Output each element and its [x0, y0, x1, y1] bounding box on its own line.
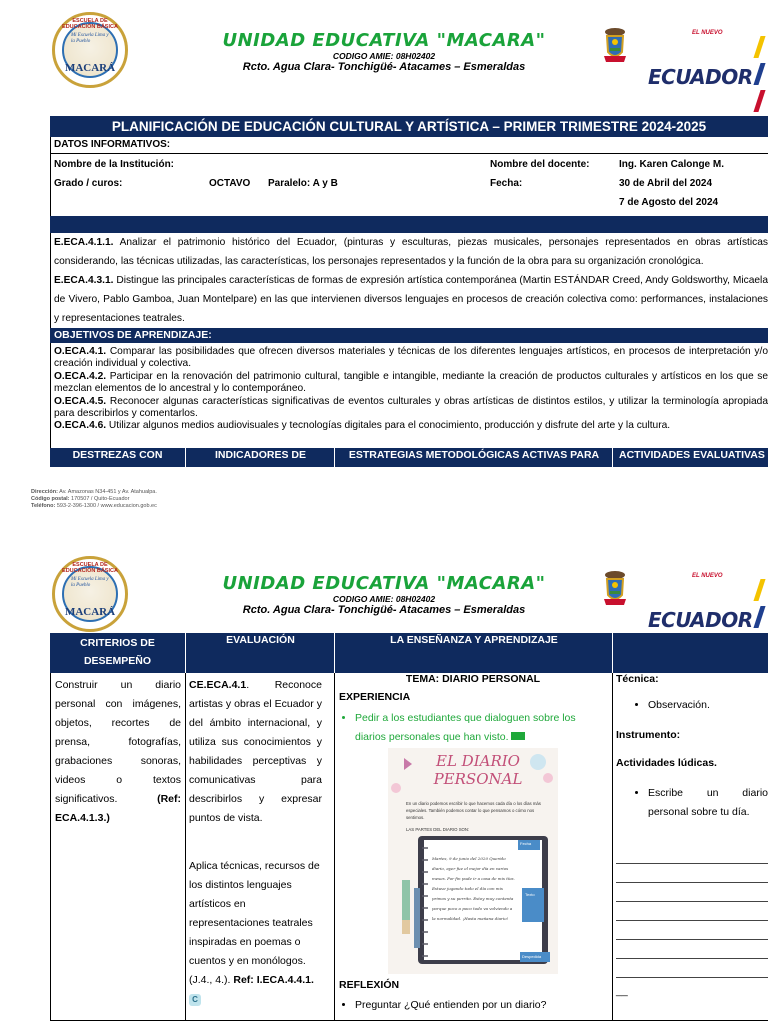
ecuador-brand-logo: [648, 30, 768, 117]
experiencia-label: EXPERIENCIA: [339, 691, 411, 703]
tecnica-item: [632, 699, 710, 711]
page2-header-row: [50, 633, 768, 673]
school-address: Rcto. Agua Clara- Tonchigüé- Atacames – Esmeraldas: [242, 61, 526, 73]
objetivos-list: [54, 346, 768, 433]
column-header-row: [50, 448, 768, 467]
objective-item: [54, 346, 768, 371]
eca-criterion-1: [54, 233, 768, 271]
evaluacion-text: . Reconoce artistas y obras el Ecuador y del ámbito internacional, y utiliza sus conocimientos y habilidades perceptivas y comunicativas para describirlos y expresar puntos de vista.: [189, 679, 322, 824]
objective-code: O.ECA.4.2.: [54, 370, 107, 382]
amie-code: CODIGO AMIE: 08H02402: [332, 594, 436, 604]
eca-criterion-2: [54, 271, 768, 328]
evaluacion-code: CE.ECA.4.1: [189, 679, 247, 691]
docente-label: Nombre del docente:: [490, 159, 590, 170]
answer-line: [616, 902, 768, 921]
col-divider: [185, 673, 186, 1020]
school-name: UNIDAD EDUCATIVA "MACARA": [222, 30, 546, 51]
col-head-criterios: CRITERIOS DE DESEMPEÑO: [80, 637, 155, 667]
tema-title: TEMA: DIARIO PERSONAL: [405, 673, 541, 685]
criterio-desempeno: [55, 676, 181, 828]
objective-text: Participar en la renovación del patrimonio cultural, tangible e intangible, mediante la creación de productos culturales y artísticos en los que se mezclan elementos de lo ancestral y lo contemporáneo.: [54, 370, 768, 395]
reflexion-text: • Preguntar ¿Qué entienden por un diario?: [355, 997, 607, 1013]
diary-title-line-1: EL DIARIO: [436, 752, 520, 770]
section-band: [50, 216, 768, 233]
col-head-evaluacion: EVALUACIÓN: [185, 633, 335, 673]
answer-lines: [616, 845, 768, 978]
reflexion-item: [339, 997, 607, 1013]
criterio-ref: (Ref: ECA.4.1.3.): [55, 793, 181, 824]
col-head-indicadores: INDICADORES DE: [185, 448, 335, 467]
experiencia-item: [339, 709, 607, 747]
instrumento-label: Instrumento:: [616, 729, 681, 741]
telefono-label: Teléfono:: [31, 503, 56, 509]
diary-fecha-tag: Fecha: [520, 841, 532, 846]
answer-dash: __: [616, 985, 628, 997]
evaluacion-indicador: [189, 857, 322, 1009]
objective-text: Comparar las posibilidades que ofrecen diversos materiales y técnicas de los diferentes lenguajes artísticos, en procesos de interpretación y/o creación individual y colectiva.: [54, 346, 768, 370]
eca-1-text: Analizar el patrimonio histórico del Ecuador, (pinturas y esculturas, piezas musicales, personajes representados en obras artísticas considerando, las técnicas utilizadas, las características, los personajes representados y la función de la obra para su organización cronológica.: [54, 237, 768, 267]
actividades-label: Actividades lúdicas.: [616, 757, 717, 769]
reflexion-label: REFLEXIÓN: [339, 979, 400, 991]
col-head-actividades: ACTIVIDADES EVALUATIVAS: [612, 448, 768, 467]
answer-line: [616, 959, 768, 978]
amie-code: CODIGO AMIE: 08H02402: [332, 51, 436, 61]
evaluacion-criterio: [189, 676, 322, 828]
diary-title-line-2: PERSONAL: [433, 770, 523, 788]
eca-2-text: Distingue las principales características de formas de expresión artística contemporánea (Martin ESTÁNDAR Creed, Andy Goldsworthy, Micaela de Vivero, Pablo Gamboa, Juan Montelpare) en las que intervienen diversos lenguajes en procesos de creación colectiva como: performances, instalaciones y representaciones teatrales.: [54, 275, 768, 324]
experiencia-text: Pedir a los estudiantes que dialoguen sobre los diarios personales que han visto.: [355, 712, 576, 743]
seal-city: MACARÁ: [64, 62, 116, 74]
col-divider: [334, 673, 335, 1020]
criterio-text: Construir un diario personal con imágenes, objetos, recortes de prensa, fotografías, grabaciones sonoras, videos o textos significativos.: [55, 679, 181, 805]
school-seal-logo: [52, 12, 128, 88]
diary-parts-label: LAS PARTES DEL DIARIO SON:: [406, 827, 470, 832]
divider: [50, 153, 768, 154]
tecnica-label: Técnica:: [616, 673, 659, 685]
objective-text: Utilizar algunos medios audiovisuales y tecnologías digitales para el conocimiento, producción y disfrute del arte y la cultura.: [106, 420, 671, 432]
answer-line: [616, 921, 768, 940]
answer-line: [616, 940, 768, 959]
direccion-value: Av. Amazonas N34-451 y Av. Atahualpa.: [57, 489, 157, 495]
seal-city: MACARÁ: [64, 606, 116, 618]
objective-code: O.ECA.4.1.: [54, 346, 107, 357]
grado-label: Grado / curos:: [54, 178, 123, 189]
answer-line: [616, 883, 768, 902]
institucion-label: Nombre de la Institución:: [54, 159, 175, 170]
planning-title: PLANIFICACIÓN DE EDUCACIÓN CULTURAL Y ARTÍSTICA – PRIMER TRIMESTRE 2024-2025: [50, 116, 768, 137]
grado-value: OCTAVO: [209, 178, 251, 189]
indicador-ref: Ref: I.ECA.4.4.1.: [230, 974, 314, 986]
direccion-label: Dirección:: [31, 489, 58, 495]
diario-personal-image: [388, 748, 558, 974]
codigo-postal-value: 170507 / Quito-Ecuador: [69, 496, 130, 502]
coat-of-arms-icon: [600, 569, 630, 614]
diary-despedida-tag: Despedida: [522, 954, 542, 959]
docente-value: Ing. Karen Calonge M.: [619, 159, 725, 170]
codigo-postal-label: Código postal:: [31, 496, 70, 502]
diary-title: [418, 752, 538, 788]
coat-of-arms-icon: [600, 26, 630, 71]
seal-ring-text: ESCUELA DE EDUCACIÓN BÁSICA: [62, 562, 118, 574]
objective-code: O.ECA.4.6.: [54, 420, 107, 432]
brand-text: ECUADOR: [648, 607, 753, 632]
objective-text: Reconocer algunas características significativas de eventos culturales y obras artísticas de distintos estilos, y utilizar la terminología apropiada para describirlos y comentarlos.: [54, 395, 768, 420]
col-head-estrategias: ESTRATEGIAS METODOLÓGICAS ACTIVAS PARA: [334, 448, 613, 467]
diary-entry: Martes, 9 de junio del 2020 Querido diario, ayer fue el mejor día en varios meses. Por fin pude ir a casa de mis tíos. Estuve jugando todo el día con mis primos y su perrito. Estoy muy contenta porque poco a poco todo va volviendo a la normalidad. ¡Hasta mañana diario!: [432, 856, 515, 921]
indicador-text: Aplica técnicas, recursos de los distintos lenguajes artísticos en representaciones teatrales inspiradas en poemas o cuentos y en monólogos. (J.4., 4.).: [189, 860, 320, 986]
brand-small-text: EL NUEVO: [692, 30, 723, 36]
col-head-destrezas: DESTREZAS CON: [72, 449, 163, 461]
eca-1-code: E.ECA.4.1.1.: [54, 237, 114, 248]
eca-2-code: E.ECA.4.3.1.: [54, 275, 114, 286]
fecha-value-1: 30 de Abril del 2024: [619, 178, 713, 189]
seal-ring-text: ESCUELA DE EDUCACIÓN BÁSICA: [62, 18, 118, 30]
school-header: [200, 573, 568, 616]
actividad-item: [632, 784, 768, 822]
school-name: UNIDAD EDUCATIVA "MACARA": [222, 573, 546, 594]
brand-small-text: EL NUEVO: [692, 573, 723, 579]
objective-item: [54, 371, 768, 396]
objective-item: [54, 420, 768, 432]
green-marker-icon: [511, 732, 525, 740]
seal-motto: Mi Escuela Lima y la Pueblo: [71, 33, 109, 44]
tecnica-value: • Observación.: [648, 699, 710, 711]
school-seal-logo: [52, 556, 128, 632]
fecha-value-2: 7 de Agosto del 2024: [619, 197, 719, 208]
paralelo-value: Paralelo: A y B: [268, 178, 338, 189]
seal-motto: Mi Escuela Lima y la Pueblo: [71, 577, 109, 588]
brand-text: ECUADOR: [648, 64, 753, 89]
answer-line: [616, 845, 768, 864]
objective-code: O.ECA.4.5.: [54, 395, 107, 407]
diary-texto-tag: Texto: [525, 892, 535, 897]
comment-icon[interactable]: C: [189, 994, 201, 1006]
school-address: Rcto. Agua Clara- Tonchigüé- Atacames – Esmeraldas: [242, 604, 526, 616]
col-head-empty: [612, 633, 768, 673]
col-head-ensenanza: LA ENSEÑANZA Y APRENDIZAJE: [334, 633, 613, 673]
diary-intro: En un diario podemos escribir lo que hacemos cada día o los días más especiales. También podemos contar lo que pensamos o cómo nos sentimos.: [406, 801, 541, 820]
datos-label: DATOS INFORMATIVOS:: [54, 139, 171, 150]
col-divider: [612, 673, 613, 1020]
eca-criteria-block: [54, 233, 768, 328]
answer-line: [616, 864, 768, 883]
actividad-text: • Escribe un diario personal sobre tu día.: [648, 784, 768, 822]
ministry-footer: [31, 489, 157, 510]
school-header: [200, 30, 568, 73]
objetivos-label: OBJETIVOS DE APRENDIZAJE:: [50, 328, 768, 343]
flag-stripes-icon: [757, 36, 768, 117]
telefono-value: 593-2-396-1300 / www.educacion.gob.ec: [55, 503, 157, 509]
fecha-label: Fecha:: [490, 178, 523, 189]
objective-item: [54, 396, 768, 421]
